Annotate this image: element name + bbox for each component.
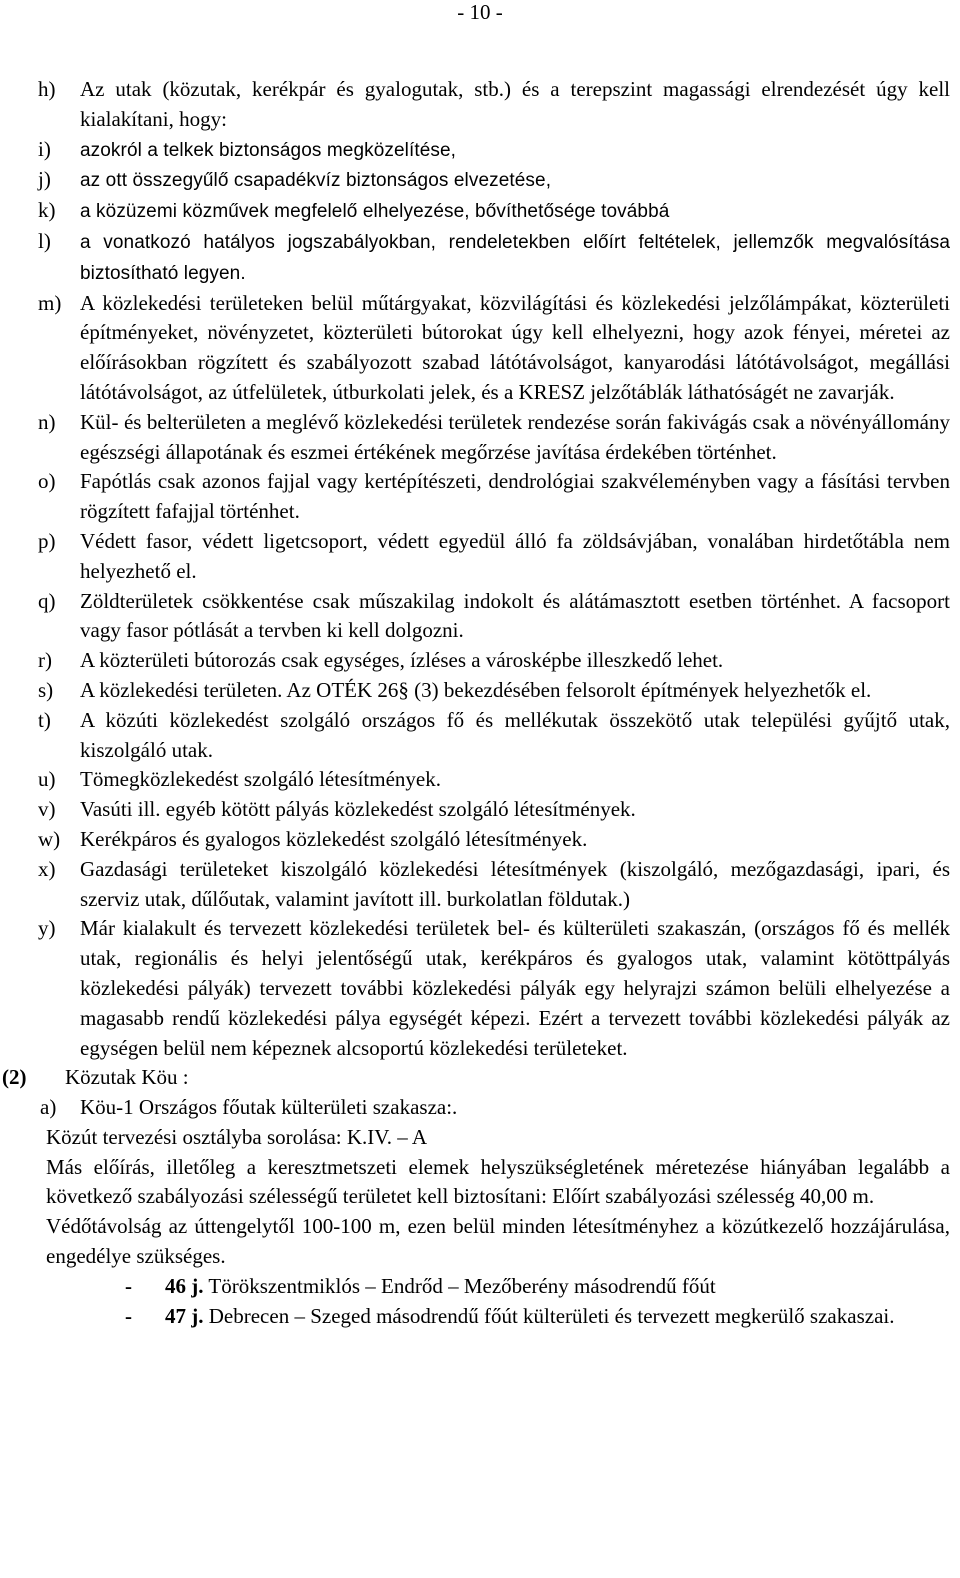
item-text: Zöldterületek csökkentése csak műszakilag indokolt és alátámasztott esetben történhet. A facsoport vagy fasor pótlását a tervben ki kell dolgozni. bbox=[80, 588, 950, 643]
item-text: Az utak (közutak, kerékpár és gyalogutak, stb.) és a terepszint magassági elrendezését úgy kell kialakítani, hogy: bbox=[80, 77, 950, 131]
item-label: r) bbox=[38, 648, 52, 673]
item-text: A közlekedési területeken belül műtárgyakat, közvilágítási és közlekedési jelzőlámpákat, közterületi építményeket, növényzetet, közterületi bútorokat úgy kell elhelyezni, hogy azok fényei, méretei az előírásokban rögzített és szabályozott szabad látótávolságot, kanyarodási látótávolságot, megállási látótávolságot, az útfelületek, útburkolati jelek, és a KRESZ jelzőtáblák láthatóságét ne zavarják. bbox=[80, 290, 950, 404]
list-item bbox=[0, 914, 960, 1063]
list-item bbox=[0, 408, 960, 468]
list-item bbox=[0, 795, 960, 825]
dash-bullet: - bbox=[125, 1303, 132, 1328]
section-title: Közutak Köu : bbox=[65, 1065, 189, 1090]
item-label: x) bbox=[38, 856, 56, 881]
item-text: Kerékpáros és gyalogos közlekedést szolgáló létesítmények. bbox=[80, 826, 588, 851]
item-text: Fapótlás csak azonos fajjal vagy kertépítészeti, dendrológiai szakvéleményben vagy a fásítási tervben rögzített fafajjal történhet. bbox=[80, 469, 950, 524]
road-number: 46 j. bbox=[165, 1273, 204, 1298]
item-text: A közlekedési területen. Az OTÉK 26§ (3) bekezdésében felsorolt építmények helyezhetők el. bbox=[80, 677, 872, 702]
item-label: h) bbox=[38, 77, 56, 101]
subsection-text: Köu-1 Országos főutak külterületi szakasza:. bbox=[80, 1095, 458, 1120]
list-item bbox=[0, 676, 960, 706]
list-item bbox=[0, 587, 960, 647]
item-text: a vonatkozó hatályos jogszabályokban, rendeletekben előírt feltételek, jellemzők megvalósítása biztosítható legyen. bbox=[80, 231, 950, 284]
item-text: A közúti közlekedést szolgáló országos fő és mellékutak összekötő utak települési gyűjtő utak, kiszolgáló utak. bbox=[80, 707, 950, 762]
list-item bbox=[0, 706, 960, 766]
item-text: Gazdasági területeket kiszolgáló közlekedési létesítmények (kiszolgáló, mezőgazdasági, ipari, és szerviz utak, dűlőutak, valamint javított ill. burkolatlan földutak.) bbox=[80, 856, 950, 911]
item-label: j) bbox=[38, 167, 51, 192]
item-label: q) bbox=[38, 588, 56, 613]
page-number: - 10 - bbox=[457, 0, 503, 24]
document-body bbox=[0, 75, 960, 1331]
item-label: l) bbox=[38, 228, 51, 253]
item-label: v) bbox=[38, 797, 56, 822]
list-item bbox=[0, 227, 960, 289]
item-text: Kül- és belterületen a meglévő közlekedési területek rendezése során fakivágás csak a növényállomány egészségi állapotának és eszmei értékének megőrzése javítása érdekében történhet. bbox=[80, 409, 950, 464]
road-class-paragraph: Közút tervezési osztályba sorolása: K.IV. – A bbox=[46, 1124, 428, 1149]
item-label: p) bbox=[38, 528, 56, 553]
item-text: azokról a telkek biztonságos megközelítése, bbox=[80, 139, 457, 161]
subsection-label: a) bbox=[40, 1095, 57, 1120]
item-label: n) bbox=[38, 409, 56, 434]
list-item bbox=[0, 135, 960, 166]
list-item bbox=[0, 75, 960, 135]
item-label: o) bbox=[38, 469, 56, 494]
item-label: y) bbox=[38, 916, 56, 941]
list-item bbox=[0, 646, 960, 676]
list-item bbox=[0, 527, 960, 587]
item-text: A közterületi bútorozás csak egységes, ízléses a városképbe illeszkedő lehet. bbox=[80, 648, 724, 673]
subsection-a bbox=[0, 1093, 960, 1123]
item-label: i) bbox=[38, 136, 51, 161]
item-text: a közüzemi közművek megfelelő elhelyezése, bővíthetősége továbbá bbox=[80, 201, 670, 223]
item-label: w) bbox=[38, 826, 61, 851]
item-label: m) bbox=[38, 290, 62, 315]
item-text: Védett fasor, védett ligetcsoport, védett egyedül álló fa zöldsávjában, vonalában hirdetőtábla nem helyezhető el. bbox=[80, 528, 950, 583]
width-paragraph: Más előírás, illetőleg a keresztmetszeti elemek helyszükségletének méretezése hiányában legalább a következő szabályozási szélességű területet kell biztosítani: Előírt szabályozási szélesség 40,00 m. bbox=[46, 1154, 950, 1209]
list-item bbox=[0, 165, 960, 196]
section-2-heading bbox=[0, 1063, 960, 1093]
list-item bbox=[0, 467, 960, 527]
item-label: k) bbox=[38, 198, 56, 223]
road-list-item bbox=[0, 1272, 960, 1302]
item-label: t) bbox=[38, 707, 51, 732]
list-item bbox=[0, 289, 960, 408]
road-description: Törökszentmiklós – Endrőd – Mezőberény másodrendű főút bbox=[203, 1273, 716, 1298]
list-item bbox=[0, 765, 960, 795]
item-text: Már kialakult és tervezett közlekedési területek bel- és külterületi szakaszán, (országos fő és mellék utak, regionális és helyi jelentőségű utak, kerékpáros és gyalogos utak, valamint kötöttpályás közlekedési pályák) tervezett további közlekedési pályák egy helyrajzi számon belüli elhelyezése a magasabb rendű közlekedési pálya egységét képezi. Ezért a tervezett további közlekedési pályák az egységen belül nem képeznek alcsoportú közlekedési területeket. bbox=[80, 916, 950, 1060]
list-m-to-y bbox=[0, 289, 960, 1064]
list-item bbox=[0, 825, 960, 855]
item-text: Vasúti ill. egyéb kötött pályás közlekedést szolgáló létesítmények. bbox=[80, 797, 636, 822]
road-number: 47 j. bbox=[165, 1303, 204, 1328]
item-label: s) bbox=[38, 677, 54, 702]
road-description: Debrecen – Szeged másodrendű főút külterületi és tervezett megkerülő szakaszai. bbox=[203, 1303, 895, 1328]
protection-distance-paragraph: Védőtávolság az úttengelytől 100-100 m, ezen belül minden létesítményhez a közútkezelő hozzájárulása, engedélye szükséges. bbox=[46, 1214, 950, 1269]
road-list-item bbox=[0, 1302, 960, 1332]
list-h-to-l bbox=[0, 75, 960, 289]
item-text: Tömegközlekedést szolgáló létesítmények. bbox=[80, 767, 441, 792]
item-text: az ott összegyűlő csapadékvíz biztonságos elvezetése, bbox=[80, 170, 552, 192]
item-label: u) bbox=[38, 767, 56, 792]
dash-bullet: - bbox=[125, 1273, 132, 1298]
section-label: (2) bbox=[2, 1065, 27, 1090]
list-item bbox=[0, 855, 960, 915]
list-item bbox=[0, 196, 960, 227]
